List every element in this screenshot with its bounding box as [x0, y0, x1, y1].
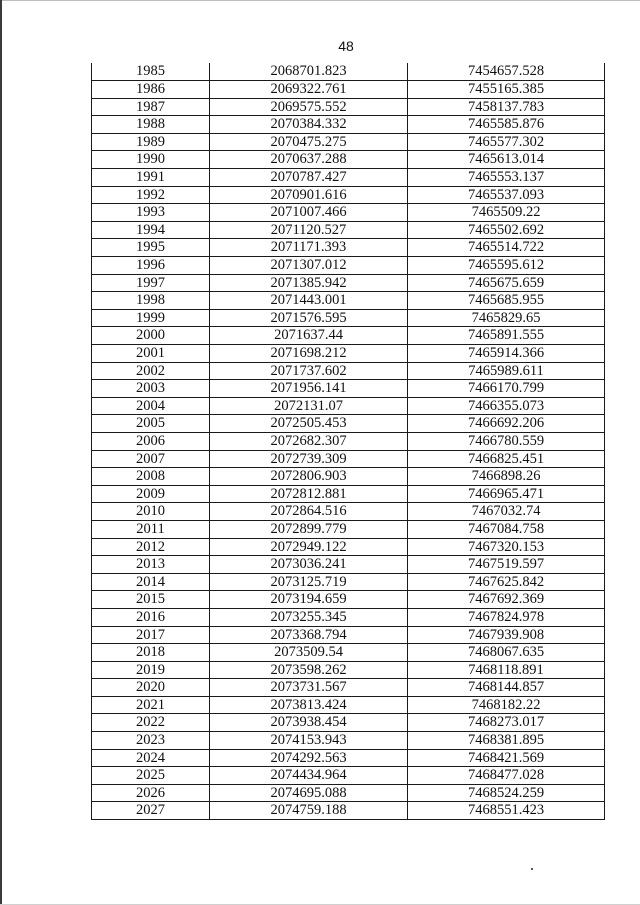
x-coordinate-cell: 2069322.761: [210, 81, 408, 99]
y-coordinate-cell: 7454657.528: [408, 63, 605, 81]
coordinate-table-body: [92, 63, 605, 820]
table-row: [92, 485, 605, 503]
x-coordinate-cell: 2073255.345: [210, 608, 408, 626]
y-coordinate-cell: 7467320.153: [408, 538, 605, 556]
x-coordinate-cell: 2072739.309: [210, 450, 408, 468]
table-row: [92, 397, 605, 415]
y-coordinate-cell: 7455165.385: [408, 81, 605, 99]
table-row: [92, 116, 605, 134]
x-coordinate-cell: 2071956.141: [210, 380, 408, 398]
table-row: [92, 749, 605, 767]
point-number-cell: 1993: [92, 204, 210, 222]
table-row: [92, 626, 605, 644]
point-number-cell: 1992: [92, 186, 210, 204]
x-coordinate-cell: 2072864.516: [210, 503, 408, 521]
table-row: [92, 239, 605, 257]
point-number-cell: 1998: [92, 292, 210, 310]
table-row: [92, 714, 605, 732]
point-number-cell: 2027: [92, 802, 210, 820]
x-coordinate-cell: 2074695.088: [210, 784, 408, 802]
y-coordinate-cell: 7468381.895: [408, 732, 605, 750]
x-coordinate-cell: 2070475.275: [210, 133, 408, 151]
point-number-cell: 2022: [92, 714, 210, 732]
point-number-cell: 2011: [92, 520, 210, 538]
table-row: [92, 380, 605, 398]
point-number-cell: 2026: [92, 784, 210, 802]
x-coordinate-cell: 2074434.964: [210, 767, 408, 785]
point-number-cell: 2019: [92, 661, 210, 679]
x-coordinate-cell: 2073509.54: [210, 644, 408, 662]
table-row: [92, 204, 605, 222]
x-coordinate-cell: 2073036.241: [210, 556, 408, 574]
x-coordinate-cell: 2074153.943: [210, 732, 408, 750]
x-coordinate-cell: 2071171.393: [210, 239, 408, 257]
y-coordinate-cell: 7468118.891: [408, 661, 605, 679]
y-coordinate-cell: 7465613.014: [408, 151, 605, 169]
table-row: [92, 63, 605, 81]
y-coordinate-cell: 7468067.635: [408, 644, 605, 662]
y-coordinate-cell: 7468551.423: [408, 802, 605, 820]
point-number-cell: 1994: [92, 221, 210, 239]
point-number-cell: 2024: [92, 749, 210, 767]
x-coordinate-cell: 2073813.424: [210, 696, 408, 714]
y-coordinate-cell: 7465829.65: [408, 309, 605, 327]
y-coordinate-cell: 7465577.302: [408, 133, 605, 151]
point-number-cell: 2008: [92, 468, 210, 486]
x-coordinate-cell: 2074292.563: [210, 749, 408, 767]
y-coordinate-cell: 7467692.369: [408, 591, 605, 609]
x-coordinate-cell: 2071007.466: [210, 204, 408, 222]
x-coordinate-cell: 2071698.212: [210, 345, 408, 363]
y-coordinate-cell: 7465537.093: [408, 186, 605, 204]
table-row: [92, 450, 605, 468]
table-row: [92, 345, 605, 363]
point-number-cell: 1986: [92, 81, 210, 99]
point-number-cell: 2021: [92, 696, 210, 714]
point-number-cell: 2004: [92, 397, 210, 415]
x-coordinate-cell: 2071307.012: [210, 257, 408, 275]
y-coordinate-cell: 7467625.842: [408, 573, 605, 591]
point-number-cell: 2009: [92, 485, 210, 503]
y-coordinate-cell: 7466780.559: [408, 432, 605, 450]
y-coordinate-cell: 7467939.908: [408, 626, 605, 644]
y-coordinate-cell: 7466692.206: [408, 415, 605, 433]
x-coordinate-cell: 2073368.794: [210, 626, 408, 644]
table-row: [92, 415, 605, 433]
y-coordinate-cell: 7465509.22: [408, 204, 605, 222]
page-left-edge: [0, 0, 2, 905]
x-coordinate-cell: 2070384.332: [210, 116, 408, 134]
x-coordinate-cell: 2072682.307: [210, 432, 408, 450]
y-coordinate-cell: 7458137.783: [408, 98, 605, 116]
y-coordinate-cell: 7465514.722: [408, 239, 605, 257]
y-coordinate-cell: 7465595.612: [408, 257, 605, 275]
y-coordinate-cell: 7468182.22: [408, 696, 605, 714]
point-number-cell: 1991: [92, 169, 210, 187]
point-number-cell: 2000: [92, 327, 210, 345]
point-number-cell: 1987: [92, 98, 210, 116]
x-coordinate-cell: 2074759.188: [210, 802, 408, 820]
point-number-cell: 1989: [92, 133, 210, 151]
table-row: [92, 538, 605, 556]
y-coordinate-cell: 7468421.569: [408, 749, 605, 767]
table-row: [92, 169, 605, 187]
y-coordinate-cell: 7465675.659: [408, 274, 605, 292]
table-row: [92, 468, 605, 486]
point-number-cell: 1996: [92, 257, 210, 275]
table-row: [92, 644, 605, 662]
point-number-cell: 2020: [92, 679, 210, 697]
table-row: [92, 591, 605, 609]
point-number-cell: 2005: [92, 415, 210, 433]
point-number-cell: 2001: [92, 345, 210, 363]
x-coordinate-cell: 2071120.527: [210, 221, 408, 239]
x-coordinate-cell: 2073938.454: [210, 714, 408, 732]
x-coordinate-cell: 2072949.122: [210, 538, 408, 556]
x-coordinate-cell: 2072505.453: [210, 415, 408, 433]
point-number-cell: 2016: [92, 608, 210, 626]
point-number-cell: 2002: [92, 362, 210, 380]
y-coordinate-cell: 7466965.471: [408, 485, 605, 503]
y-coordinate-cell: 7465553.137: [408, 169, 605, 187]
point-number-cell: 1997: [92, 274, 210, 292]
page-top-edge: [0, 0, 640, 1]
x-coordinate-cell: 2069575.552: [210, 98, 408, 116]
y-coordinate-cell: 7467084.758: [408, 520, 605, 538]
point-number-cell: 2010: [92, 503, 210, 521]
point-number-cell: 1988: [92, 116, 210, 134]
x-coordinate-cell: 2071385.942: [210, 274, 408, 292]
table-row: [92, 274, 605, 292]
y-coordinate-cell: 7467032.74: [408, 503, 605, 521]
x-coordinate-cell: 2071637.44: [210, 327, 408, 345]
point-number-cell: 2025: [92, 767, 210, 785]
table-row: [92, 257, 605, 275]
point-number-cell: 2018: [92, 644, 210, 662]
table-row: [92, 696, 605, 714]
table-row: [92, 556, 605, 574]
scan-speck: [531, 868, 533, 870]
point-number-cell: 2015: [92, 591, 210, 609]
table-row: [92, 679, 605, 697]
table-row: [92, 133, 605, 151]
x-coordinate-cell: 2072806.903: [210, 468, 408, 486]
x-coordinate-cell: 2068701.823: [210, 63, 408, 81]
coordinate-table: [91, 63, 605, 820]
table-row: [92, 309, 605, 327]
table-row: [92, 327, 605, 345]
y-coordinate-cell: 7465685.955: [408, 292, 605, 310]
y-coordinate-cell: 7468477.028: [408, 767, 605, 785]
table-row: [92, 767, 605, 785]
x-coordinate-cell: 2071737.602: [210, 362, 408, 380]
table-row: [92, 432, 605, 450]
point-number-cell: 2023: [92, 732, 210, 750]
x-coordinate-cell: 2073731.567: [210, 679, 408, 697]
table-row: [92, 732, 605, 750]
point-number-cell: 2006: [92, 432, 210, 450]
y-coordinate-cell: 7465989.611: [408, 362, 605, 380]
y-coordinate-cell: 7465585.876: [408, 116, 605, 134]
point-number-cell: 1995: [92, 239, 210, 257]
table-row: [92, 362, 605, 380]
x-coordinate-cell: 2073598.262: [210, 661, 408, 679]
y-coordinate-cell: 7466170.799: [408, 380, 605, 398]
y-coordinate-cell: 7466898.26: [408, 468, 605, 486]
table-row: [92, 784, 605, 802]
point-number-cell: 1999: [92, 309, 210, 327]
y-coordinate-cell: 7467519.597: [408, 556, 605, 574]
table-row: [92, 186, 605, 204]
point-number-cell: 2007: [92, 450, 210, 468]
x-coordinate-cell: 2072812.881: [210, 485, 408, 503]
y-coordinate-cell: 7467824.978: [408, 608, 605, 626]
table-row: [92, 503, 605, 521]
x-coordinate-cell: 2071443.001: [210, 292, 408, 310]
table-row: [92, 151, 605, 169]
point-number-cell: 1990: [92, 151, 210, 169]
y-coordinate-cell: 7466825.451: [408, 450, 605, 468]
point-number-cell: 2013: [92, 556, 210, 574]
point-number-cell: 2017: [92, 626, 210, 644]
point-number-cell: 1985: [92, 63, 210, 81]
x-coordinate-cell: 2071576.595: [210, 309, 408, 327]
point-number-cell: 2012: [92, 538, 210, 556]
table-row: [92, 98, 605, 116]
page-number: 48: [338, 38, 354, 54]
x-coordinate-cell: 2072899.779: [210, 520, 408, 538]
y-coordinate-cell: 7465914.366: [408, 345, 605, 363]
x-coordinate-cell: 2070637.288: [210, 151, 408, 169]
y-coordinate-cell: 7465891.555: [408, 327, 605, 345]
y-coordinate-cell: 7468144.857: [408, 679, 605, 697]
table-row: [92, 661, 605, 679]
table-row: [92, 802, 605, 820]
table-row: [92, 520, 605, 538]
x-coordinate-cell: 2072131.07: [210, 397, 408, 415]
x-coordinate-cell: 2073125.719: [210, 573, 408, 591]
table-row: [92, 221, 605, 239]
x-coordinate-cell: 2070901.616: [210, 186, 408, 204]
point-number-cell: 2003: [92, 380, 210, 398]
table-row: [92, 608, 605, 626]
table-row: [92, 573, 605, 591]
table-row: [92, 292, 605, 310]
y-coordinate-cell: 7468524.259: [408, 784, 605, 802]
point-number-cell: 2014: [92, 573, 210, 591]
x-coordinate-cell: 2073194.659: [210, 591, 408, 609]
y-coordinate-cell: 7468273.017: [408, 714, 605, 732]
table-row: [92, 81, 605, 99]
y-coordinate-cell: 7466355.073: [408, 397, 605, 415]
x-coordinate-cell: 2070787.427: [210, 169, 408, 187]
y-coordinate-cell: 7465502.692: [408, 221, 605, 239]
